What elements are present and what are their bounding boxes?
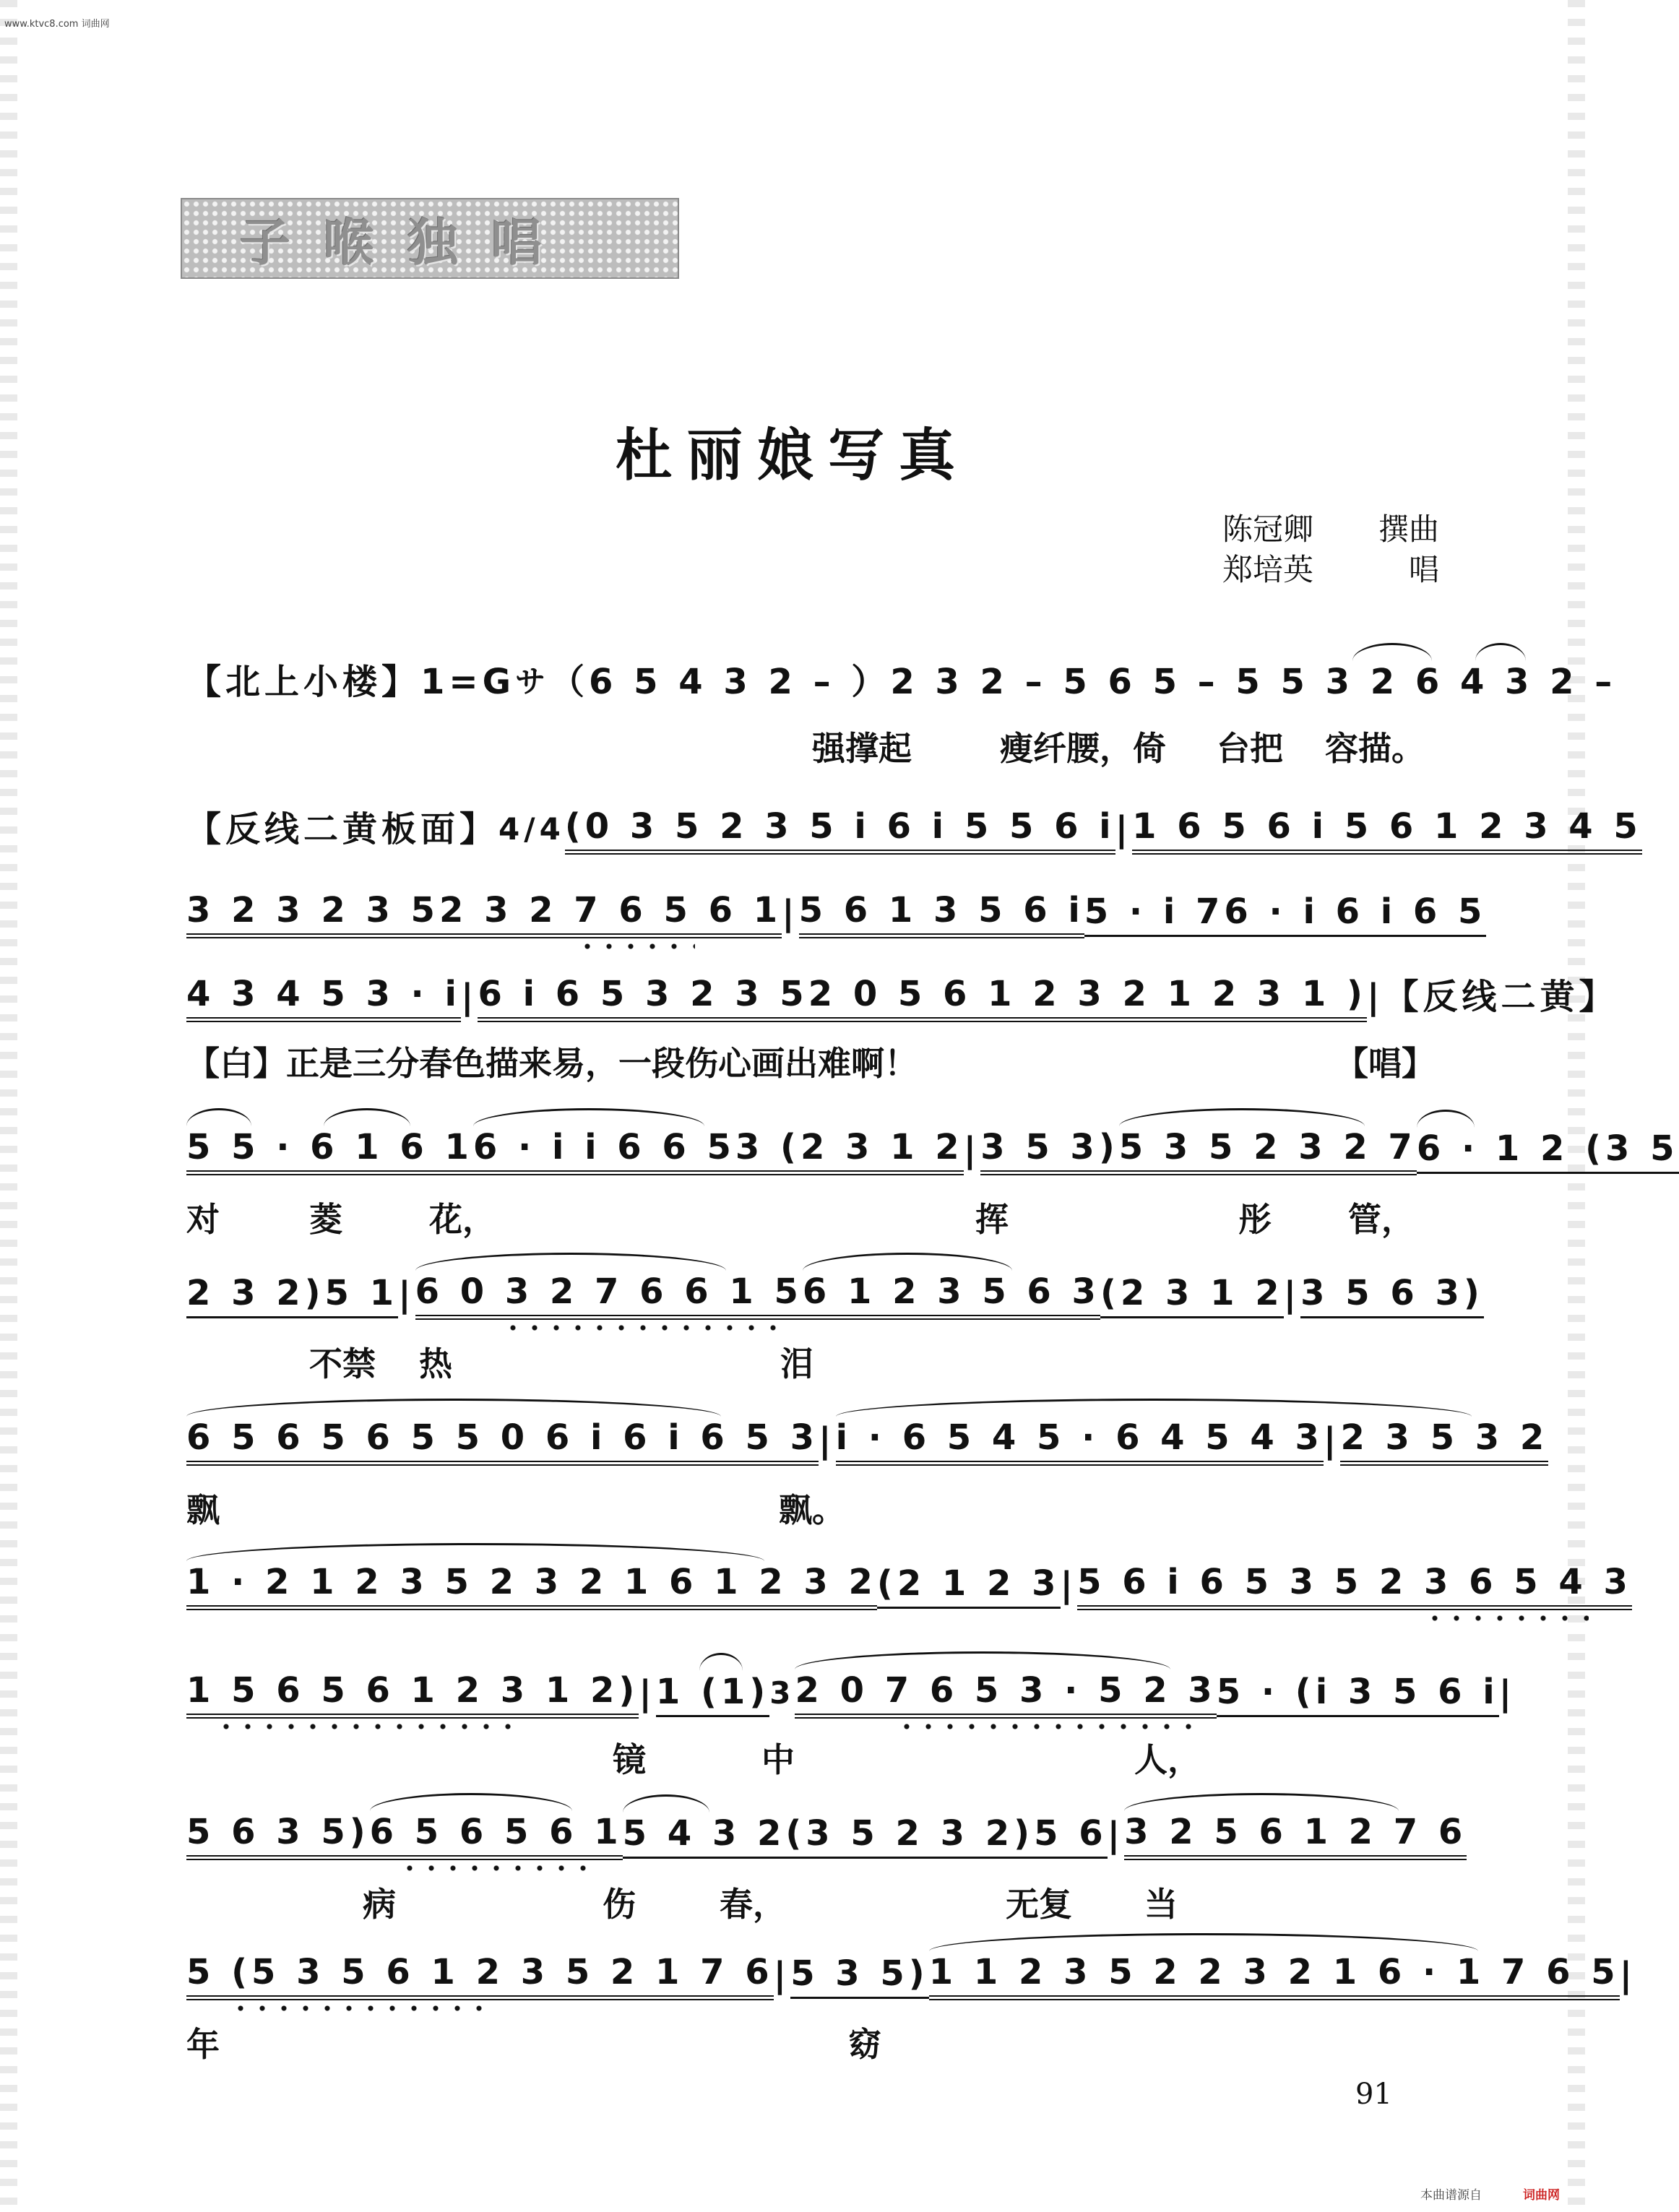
notes-intro: （6 5 4 3 2 – ） xyxy=(550,662,891,702)
left-page-edge xyxy=(0,0,17,2212)
notes-text: 5 4 3 2 xyxy=(622,1813,786,1854)
credit-name: 郑培英 xyxy=(1222,552,1314,587)
credit-singer xyxy=(1222,546,1439,589)
right-page-edge xyxy=(1568,0,1585,2212)
lyric: 不禁 xyxy=(309,1344,376,1383)
footer-site: 词曲网 xyxy=(1523,2188,1560,2203)
lyric-line-5 xyxy=(186,1734,1429,1779)
lyric: 对 xyxy=(186,1200,220,1239)
footer-source: 本曲谱源自 xyxy=(1420,2188,1482,2203)
free-meter-mark: サ xyxy=(515,664,551,699)
section-banner xyxy=(181,198,679,279)
lyric: 窈 xyxy=(848,2025,881,2064)
notes-text: 6 5 6 5 6 1 xyxy=(369,1811,623,1852)
lyric: 人， xyxy=(1134,1740,1201,1779)
lyric: 管， xyxy=(1348,1200,1415,1239)
notes-group xyxy=(1417,1127,1679,1174)
notes-text: 6 · 1 2 (3 5 xyxy=(1416,1128,1679,1169)
notes-group xyxy=(1077,1560,1632,1610)
lyric: 飘。 xyxy=(779,1490,845,1529)
notes-text: 3 2 5 6 1 2 7 6 xyxy=(1124,1811,1467,1852)
time-signature: 4/4 xyxy=(498,811,565,847)
lyric: 飘 xyxy=(186,1490,220,1529)
lyric: 泪 xyxy=(780,1344,813,1383)
notes-group: (0 3 5 2 3 5 i 6 i 5 5 6 i xyxy=(565,805,1115,855)
notes-text: 1 5 6 5 6 1 2 3 1 2) xyxy=(186,1669,639,1711)
notes-group: (3 5 2 3 2) xyxy=(785,1812,1034,1859)
lyric-line-2 xyxy=(186,1193,1429,1239)
lyric-line-3 xyxy=(186,1338,1429,1383)
notes-group xyxy=(473,1126,735,1175)
lyric-line-4 xyxy=(186,1484,1429,1529)
lyric: 挥 xyxy=(975,1200,1009,1239)
barline: | xyxy=(782,893,799,933)
barline: | xyxy=(773,1955,791,1995)
lyric: 中 xyxy=(761,1740,795,1779)
lyric: 瘦纤腰，倚 xyxy=(1000,729,1166,768)
barline: | xyxy=(1323,1420,1341,1461)
notes-group: 5 · (i 3 5 6 i xyxy=(1217,1670,1499,1717)
tune-name: 【北上小楼】 xyxy=(186,662,421,702)
notes-group: 3 2 3 2 3 5 xyxy=(186,889,439,938)
notes-group: (2 1 2 3 xyxy=(877,1562,1061,1609)
notes-group: 3 5 3) xyxy=(980,1126,1119,1175)
notes-text: 2 0 7 6 5 3 · 5 2 3 xyxy=(795,1669,1217,1711)
barline: | xyxy=(819,1420,836,1461)
score-line-11 xyxy=(186,1951,1637,1997)
score-line-9 xyxy=(186,1669,1516,1715)
notes-group xyxy=(186,1950,774,2000)
notes-text: 5 6 i 6 5 3 5 2 3 6 5 4 3 xyxy=(1077,1561,1632,1602)
barline: | xyxy=(1619,1955,1637,1995)
notes-group: 2 0 5 6 1 2 3 2 1 2 3 1 ) xyxy=(808,972,1367,1022)
notes-text: 1 (1) xyxy=(655,1671,770,1712)
notes-group: 5 6 3 5) xyxy=(186,1810,370,1860)
barline: | xyxy=(398,1274,415,1315)
notes-group xyxy=(795,1669,1216,1719)
barline: | xyxy=(1366,977,1384,1017)
notes-group: 5 6 1 3 5 6 i xyxy=(799,889,1084,938)
notes-group xyxy=(186,1416,819,1466)
tune-name: 【反线二黄】 xyxy=(1384,977,1618,1017)
notes-text: 1 1 2 3 5 2 2 3 2 1 6 · 1 7 6 5 xyxy=(928,1951,1620,1992)
notes-text: 2 3 2 7 6 5 6 1 xyxy=(439,889,782,930)
notes-group xyxy=(1124,1810,1467,1860)
notes-group: (2 3 1 2 xyxy=(1100,1271,1284,1318)
notes-group: 5 · i 7 xyxy=(1084,890,1225,937)
notes-text: 6 5 6 5 6 5 5 0 6 i 6 i 6 5 3 xyxy=(186,1417,819,1458)
barline: | xyxy=(1498,1673,1516,1714)
notes-group xyxy=(929,1950,1620,2000)
lyric: 年 xyxy=(186,2025,220,2064)
notes-group xyxy=(370,1810,623,1860)
notes-group: 2 3 2)5 1 xyxy=(186,1271,398,1318)
lyric-line-7 xyxy=(186,2018,1429,2064)
notes-text: 5 5 · 6 1 6 1 xyxy=(186,1126,473,1167)
notes-group: 3 (2 3 1 2 xyxy=(735,1126,964,1175)
banner-text: 子喉独唱 xyxy=(240,212,575,272)
notes-group xyxy=(656,1670,769,1717)
credit-role: 唱 xyxy=(1408,552,1439,587)
barline: | xyxy=(639,1673,656,1714)
notes-text: 6 · i i 6 6 5 xyxy=(472,1126,735,1167)
spoken-text: 【白】正是三分春色描来易，一段伤心画出难啊！ xyxy=(186,1044,918,1083)
notes-group: 5 3 5) xyxy=(790,1952,929,1999)
notes-text: 2 3 2 – 5 6 5 – 5 5 3 2 6 4 3 2 – xyxy=(890,662,1617,702)
notes-group xyxy=(186,1560,877,1610)
notes-group: 1 6 5 6 i 5 6 1 2 3 4 5 xyxy=(1132,805,1642,855)
notes-phrase xyxy=(890,660,1616,704)
key-signature: 1=G xyxy=(420,662,516,702)
lyric: 台把 xyxy=(1217,729,1283,768)
lyric: 彤 xyxy=(1238,1200,1272,1239)
notes-group xyxy=(415,1270,803,1320)
sing-mark: 【唱】 xyxy=(1335,1044,1435,1083)
barline: | xyxy=(1283,1274,1301,1315)
lyric: 伤 xyxy=(603,1885,636,1924)
notes-group: 5 6 xyxy=(1034,1812,1108,1859)
score-line-10 xyxy=(186,1811,1467,1857)
notes-group xyxy=(623,1812,786,1859)
score-line-3 xyxy=(186,889,1487,935)
credit-role: 撰曲 xyxy=(1378,511,1439,547)
barline: | xyxy=(1107,1815,1125,1855)
page-number: 91 xyxy=(1355,2078,1392,2111)
notes-group xyxy=(803,1270,1100,1320)
notes-group: 6 i 6 5 3 2 3 5 xyxy=(478,972,808,1022)
lyric: 容描。 xyxy=(1325,729,1425,768)
notes-group: 6 · i 6 i 6 5 xyxy=(1224,890,1486,937)
notes-group: 2 3 5 3 2 xyxy=(1340,1416,1548,1466)
score-line-2 xyxy=(186,805,1642,851)
lyric: 菱 xyxy=(309,1200,342,1239)
notes-text: 1 · 2 1 2 3 5 2 3 2 1 6 1 2 3 2 xyxy=(186,1561,877,1602)
tune-name: 【反线二黄板面】 xyxy=(186,809,499,850)
barline: | xyxy=(1060,1565,1078,1605)
spoken-line xyxy=(186,1037,1435,1083)
barline: | xyxy=(1115,809,1133,850)
score-line-1 xyxy=(186,660,1617,704)
lyric: 强撑起 xyxy=(812,729,912,768)
notes-group xyxy=(186,1126,473,1175)
notes-text: 6 1 2 3 5 6 3 xyxy=(802,1271,1100,1312)
credit-name: 陈冠卿 xyxy=(1222,511,1314,547)
barline: | xyxy=(460,977,478,1017)
lyric: 春， xyxy=(720,1885,786,1924)
notes-group xyxy=(836,1416,1324,1466)
score-line-8 xyxy=(186,1561,1632,1607)
notes-group: 3 5 6 3) xyxy=(1300,1271,1484,1318)
notes-group xyxy=(439,889,782,938)
score-line-7 xyxy=(186,1417,1549,1462)
notes-text: i · 6 5 4 5 · 6 4 5 4 3 xyxy=(835,1417,1324,1458)
score-line-6 xyxy=(186,1271,1484,1316)
lyric: 花， xyxy=(429,1200,496,1239)
notes-group xyxy=(1119,1126,1417,1175)
notes-text: 5 (5 3 5 6 1 2 3 5 2 1 7 6 xyxy=(186,1951,774,1992)
score-line-4 xyxy=(186,973,1618,1019)
lyric: 当 xyxy=(1144,1885,1178,1924)
notes-group xyxy=(186,1669,639,1719)
notes-text: 6 0 3 2 7 6 6 1 5 xyxy=(415,1271,803,1312)
lyric: 病 xyxy=(363,1885,396,1924)
song-title: 杜丽娘写真 xyxy=(615,423,970,488)
credit-composer xyxy=(1222,506,1439,549)
lyric: 无复 xyxy=(1006,1885,1072,1924)
site-watermark: www.ktvc8.com 词曲网 xyxy=(4,19,110,30)
notes-text: 5 3 5 2 3 2 7 xyxy=(1118,1126,1417,1167)
lyric: 热 xyxy=(419,1344,452,1383)
score-line-5 xyxy=(186,1126,1679,1172)
barline: | xyxy=(963,1130,981,1170)
notes-group: 4 3 4 5 3 · i xyxy=(186,972,461,1022)
lyric-line-1 xyxy=(186,722,1429,768)
grace-note: 3 xyxy=(769,1675,795,1711)
lyric-line-6 xyxy=(186,1878,1429,1924)
lyric: 镜 xyxy=(613,1740,646,1779)
